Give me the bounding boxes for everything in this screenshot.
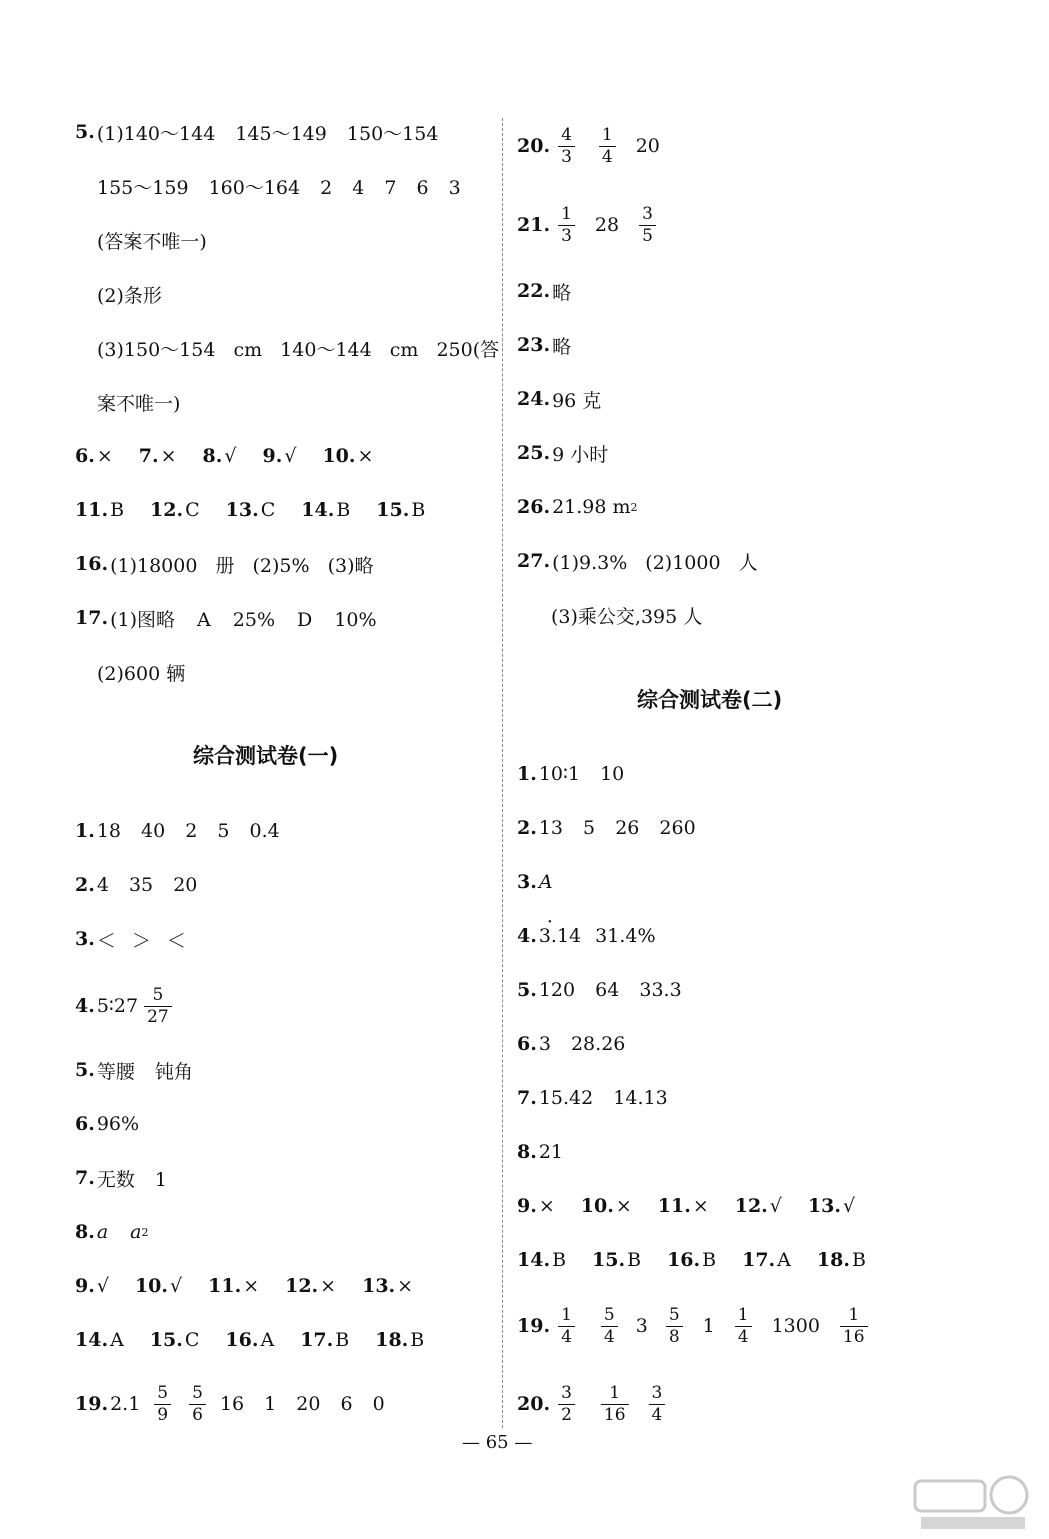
fraction: $\frac{1}{16}$ <box>601 1385 629 1424</box>
test2-answers-14-18 <box>517 1243 866 1277</box>
item-number: 12. <box>150 499 184 521</box>
test1-answer-2: 2. 4 35 20 <box>75 874 198 896</box>
item-answer: A <box>777 1249 791 1271</box>
test2-answer-6: 6. 3 28.26 <box>517 1033 626 1055</box>
fraction: $\frac{5}{9}$ <box>154 1385 171 1424</box>
item-number: 12. <box>285 1275 319 1297</box>
item-number: 13. <box>225 499 259 521</box>
item-answer: × <box>96 445 113 467</box>
item-answer: B <box>336 499 351 521</box>
fraction: $\frac{3}{5}$ <box>639 206 656 245</box>
item-answer: A <box>260 1329 275 1351</box>
item-answer: × <box>320 1275 337 1297</box>
column-divider <box>502 118 503 1428</box>
item-number: 16. <box>225 1329 259 1351</box>
item-number: 18. <box>816 1249 850 1271</box>
item-answer: √ <box>224 445 237 467</box>
item-number: 12. <box>734 1195 768 1217</box>
item-answer: √ <box>842 1195 856 1217</box>
fraction: $\frac{5}{8}$ <box>666 1307 683 1346</box>
item-answer: C <box>184 1329 200 1351</box>
item-number: 18. <box>375 1329 409 1351</box>
fraction: $\frac{1}{16}$ <box>840 1307 868 1346</box>
answer-20: 20. $\frac{4}{3}$ $\frac{1}{4}$ 20 <box>517 124 660 167</box>
fraction: $\frac{4}{3}$ <box>558 127 575 166</box>
item-number: 13. <box>807 1195 841 1217</box>
item-number: 10. <box>134 1275 169 1297</box>
item-number: 15. <box>376 499 410 521</box>
watermark-logo-icon <box>911 1473 1031 1533</box>
item-answer: B <box>335 1329 350 1351</box>
answer-5-note: (答案不唯一) <box>97 230 207 253</box>
test2-answer-5: 5. 120 64 33.3 <box>517 979 682 1001</box>
answer-27-3: (3)乘公交,395 人 <box>551 605 703 628</box>
item-answer: B <box>110 499 125 521</box>
item-answer: B <box>627 1249 642 1271</box>
test2-answer-20: 20. $\frac{3}{2}$ $\frac{1}{16}$ $\frac{3}{4}$ <box>517 1382 671 1426</box>
answer-5-3-cont: 案不唯一) <box>97 392 181 415</box>
fraction: $\frac{1}{4}$ <box>735 1307 752 1346</box>
fraction: $\frac{5}{6}$ <box>189 1385 206 1424</box>
item-answer: B <box>552 1249 567 1271</box>
item-answer: C <box>260 499 276 521</box>
test1-answer-4: 4. 5∶27 $\frac{5}{27}$ <box>75 984 178 1028</box>
item-answer: × <box>357 445 374 467</box>
answer-23: 23. 略 <box>517 334 572 358</box>
item-answer: × <box>397 1275 414 1297</box>
item-number: 16. <box>667 1249 701 1271</box>
test1-answer-8: 8. a a 2 <box>75 1221 149 1243</box>
test1-answer-19: 19. 2.1 $\frac{5}{9}$ $\frac{5}{6}$ 16 1 20 6 0 <box>75 1382 385 1425</box>
item-answer: B <box>702 1249 717 1271</box>
item-number: 15. <box>592 1249 626 1271</box>
item-answer: B <box>851 1249 866 1271</box>
item-answer: √ <box>170 1275 183 1297</box>
test1-answer-3: 3. ＜ ＞ ＜ <box>75 928 186 952</box>
test1-answers-9-13 <box>75 1269 413 1303</box>
test2-answers-9-13 <box>517 1189 855 1223</box>
fraction: $\frac{1}{4}$ <box>599 127 616 166</box>
test2-answer-1: 1. 10∶1 10 <box>517 763 625 785</box>
item-answer: B <box>410 1329 425 1351</box>
section-heading-2: 综合测试卷(二) <box>637 688 783 712</box>
item-answer: × <box>160 445 177 467</box>
test2-answer-2: 2. 13 5 26 260 <box>517 817 696 839</box>
test1-answers-14-18 <box>75 1323 424 1357</box>
fraction: $\frac{5}{27}$ <box>144 987 172 1026</box>
page-number: — 65 — <box>462 1432 533 1453</box>
answer-5-3: (3)150～154 cm 140～144 cm 250(答 <box>97 338 500 361</box>
item-number: 14. <box>75 1329 109 1351</box>
answer-5-2: (2)条形 <box>97 284 162 307</box>
item-number: 11. <box>208 1275 242 1297</box>
answer-16: 16. (1)18000 册 (2)5% (3)略 <box>75 553 374 577</box>
answer-5-cont: 155～159 160～164 2 4 7 6 3 <box>97 176 461 199</box>
item-number: 14. <box>301 499 335 521</box>
test2-answer-4: 4. · 3.14 31.4% <box>517 919 656 953</box>
item-answer: × <box>692 1195 709 1217</box>
section-heading-1: 综合测试卷(一) <box>193 744 339 768</box>
item-number: 10. <box>322 445 356 467</box>
answers-6-10 <box>75 439 373 473</box>
item-number: 7. <box>138 445 159 467</box>
test2-answer-7: 7. 15.42 14.13 <box>517 1087 668 1109</box>
item-number: 9. <box>517 1195 537 1217</box>
answer-17-2: (2)600 辆 <box>97 662 186 685</box>
item-number: 17. <box>300 1329 334 1351</box>
item-number: 9. <box>262 445 283 467</box>
answers-11-15 <box>75 493 425 527</box>
item-number: 8. <box>202 445 223 467</box>
answer-27: 27. (1)9.3% (2)1000 人 <box>517 550 758 574</box>
item-answer: √ <box>769 1195 782 1217</box>
item-number: 11. <box>75 499 109 521</box>
item-number: 15. <box>149 1329 183 1351</box>
test1-answer-7: 7. 无数 1 <box>75 1167 167 1191</box>
fraction: $\frac{1}{4}$ <box>558 1307 575 1346</box>
fraction: $\frac{1}{3}$ <box>558 206 575 245</box>
item-number: 6. <box>75 445 95 467</box>
fraction: $\frac{5}{4}$ <box>601 1307 618 1346</box>
item-number: 9. <box>75 1275 95 1297</box>
test1-answer-1: 1. 18 40 2 5 0.4 <box>75 820 280 842</box>
answer-22: 22. 略 <box>517 280 572 304</box>
answer-17: 17. (1)图略 A 25% D 10% <box>75 607 377 631</box>
item-answer: × <box>243 1275 260 1297</box>
answer-21: 21. $\frac{1}{3}$ 28 $\frac{3}{5}$ <box>517 203 662 247</box>
answer-24: 24. 96 克 <box>517 388 602 412</box>
test2-answer-8: 8. 21 <box>517 1141 564 1163</box>
fraction: $\frac{3}{2}$ <box>558 1385 575 1424</box>
item-number: 17. <box>742 1249 776 1271</box>
item-answer: B <box>411 499 426 521</box>
answer-25: 25. 9 小时 <box>517 442 609 466</box>
fraction: $\frac{3}{4}$ <box>649 1385 666 1424</box>
item-number: 13. <box>362 1275 396 1297</box>
item-answer: × <box>615 1195 632 1217</box>
item-answer: √ <box>284 445 297 467</box>
item-answer: C <box>185 499 200 521</box>
test2-answer-19: 19. $\frac{1}{4}$ $\frac{5}{4}$ 3 $\frac{5}{8}$ 1 $\frac{1}{4}$ 1300 $\frac{1}{16}$ <box>517 1304 874 1348</box>
test2-answer-3: 3. A <box>517 871 553 893</box>
item-number: 11. <box>657 1195 691 1217</box>
answer-5: 5. (1)140～144 145～149 150～154 <box>75 121 439 145</box>
item-number: 10. <box>580 1195 614 1217</box>
item-number: 14. <box>517 1249 551 1271</box>
test1-answer-6: 6. 96% <box>75 1113 140 1135</box>
test1-answer-5: 5. 等腰 钝角 <box>75 1059 193 1083</box>
answer-26: 26. 21.98 m 2 <box>517 496 638 518</box>
item-answer: A <box>110 1329 124 1351</box>
item-answer: √ <box>96 1275 109 1297</box>
item-answer: × <box>538 1195 555 1217</box>
